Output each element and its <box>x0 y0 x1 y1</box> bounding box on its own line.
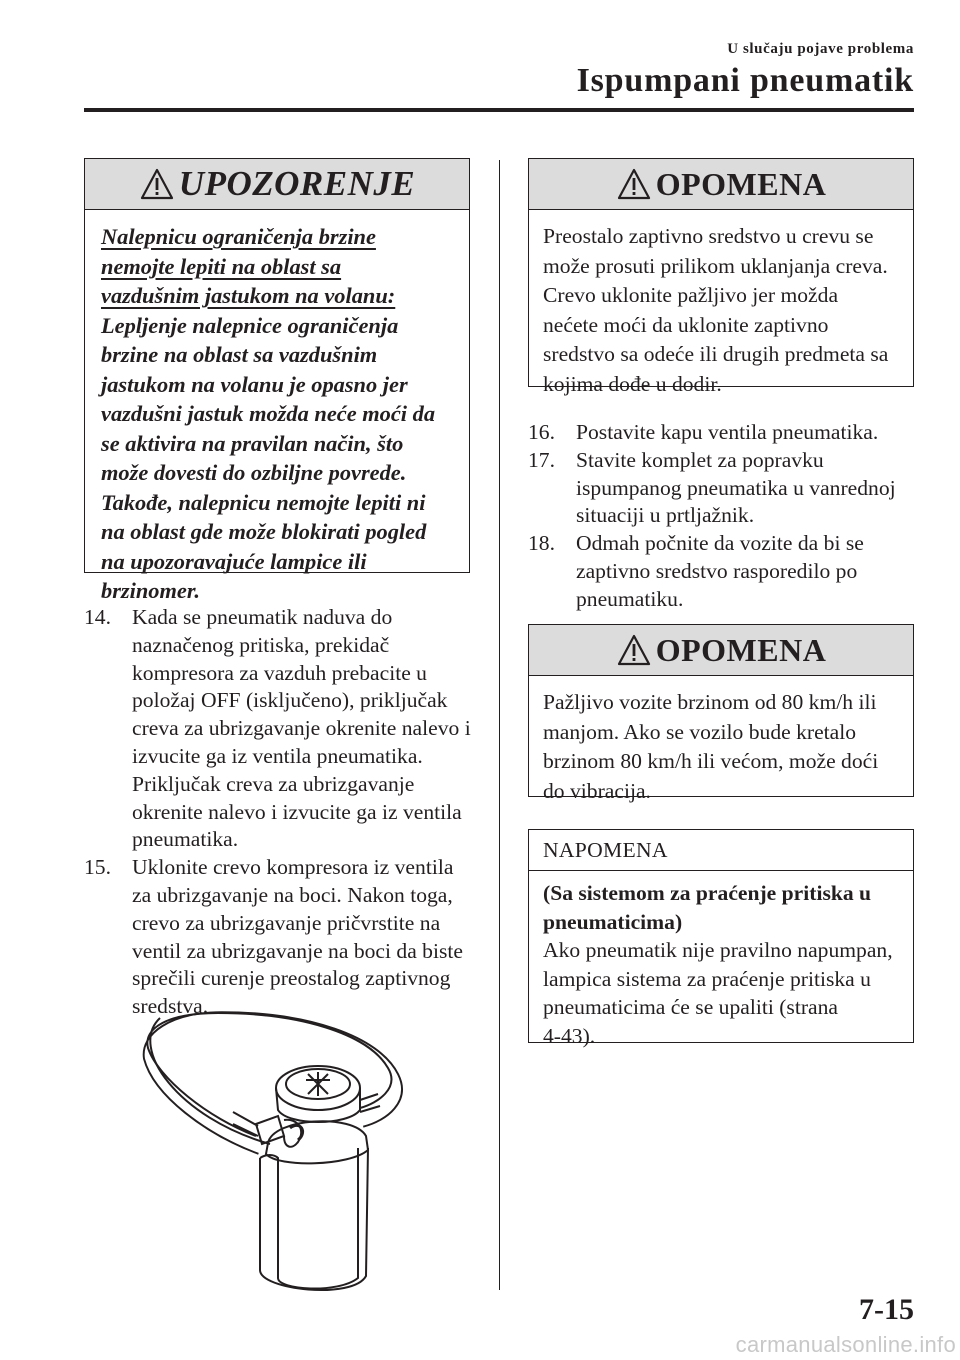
step-line: Postavite kapu ventila pneumatika. <box>576 420 879 444</box>
step-text <box>132 854 484 1021</box>
note-header <box>529 830 913 871</box>
warning-title: UPOZORENJE <box>178 164 416 203</box>
caution-line: Pažljivo vozite brzinom od 80 km/h ili <box>543 690 877 714</box>
step-line: izvucite ga iz ventila pneumatika. <box>132 743 423 768</box>
step-number: 17. <box>528 447 555 472</box>
warning-line: se aktivira na pravilan način, što <box>101 430 404 456</box>
caution-line: brzinom 80 km/h ili većom, može doći <box>543 749 879 773</box>
step-line: ispumpanog pneumatika u vanrednoj <box>576 475 896 500</box>
step-line: okrenite nalevo i izvucite ga iz ventila <box>132 799 462 824</box>
section-label: U slučaju pojave problema <box>727 41 914 57</box>
step-line: sredstva. <box>132 994 209 1019</box>
left-step-list <box>84 604 484 1021</box>
note-box <box>528 829 914 1048</box>
watermark: carmanualsonline.info <box>735 1332 956 1357</box>
step-line: naznačenog pritiska, prekidač <box>132 632 390 657</box>
step-line: ventil za ubrizgavanje na boci da biste <box>132 938 463 963</box>
step-number: 15. <box>84 855 111 880</box>
step-line: situaciji u prtljažnik. <box>576 503 755 528</box>
caution-line: do vibracija. <box>543 778 651 803</box>
caution-header <box>529 625 913 676</box>
note-line: lampica sistema za praćenje pritiska u <box>543 966 871 991</box>
step-text <box>576 419 928 447</box>
right-step-list <box>528 419 928 614</box>
step-line: sprečili curenje preostalog zaptivnog <box>132 966 451 991</box>
step-line: Priključak creva za ubrizgavanje <box>132 771 415 796</box>
step-text <box>132 604 484 854</box>
step-number: 16. <box>528 420 555 444</box>
caution-line: sredstvo sa odeće ili drugih predmeta sa <box>543 342 889 366</box>
warning-line: brzine na oblast sa vazdušnim <box>101 342 378 367</box>
step-line: kompresora za vazduh prebacite u <box>132 660 427 685</box>
step-text <box>576 530 928 613</box>
step-line: položaj OFF (isključeno), priključak <box>132 688 448 713</box>
step-line: Uklonite crevo kompresora iz ventila <box>132 855 454 880</box>
warning-line: na upozoravajuće lampice ili <box>101 548 367 574</box>
step-text <box>576 447 928 530</box>
warning-line: nemojte lepiti na oblast sa <box>101 253 342 279</box>
step-line: Kada se pneumatik naduva do <box>132 605 393 629</box>
column-divider <box>499 160 500 1290</box>
step-item <box>84 854 484 1021</box>
step-item <box>528 530 928 613</box>
caution-line: može prosuti prilikom uklanjanja creva. <box>543 253 888 278</box>
step-line: zaptivno sredstvo rasporedilo po <box>576 558 858 583</box>
step-line: crevo za ubrizgavanje pričvrstite na <box>132 910 441 935</box>
warning-line: vazdušni jastuk možda neće moći da <box>101 401 436 426</box>
page-title: Ispumpani pneumatik <box>576 62 914 99</box>
caution-line: manjom. Ako se vozilo bude kretalo <box>543 719 857 744</box>
note-title: NAPOMENA <box>543 837 668 862</box>
warning-triangle-icon <box>616 167 652 201</box>
warning-line: može dovesti do ozbiljne povrede. <box>101 460 407 485</box>
warning-triangle-icon <box>616 633 652 667</box>
step-line: pneumatika. <box>132 827 239 852</box>
warning-box <box>84 158 470 603</box>
warning-line: vazdušnim jastukom na volanu: <box>101 283 396 308</box>
note-line: pneumaticima će se upaliti (strana <box>543 995 838 1019</box>
caution-title: OPOMENA <box>655 165 827 202</box>
step-line: Odmah počnite da vozite da bi se <box>576 531 864 556</box>
caution-line: Crevo uklonite pažljivo jer možda <box>543 283 839 307</box>
caution-body <box>529 210 913 413</box>
caution-title: OPOMENA <box>655 631 827 668</box>
note-line: Ako pneumatik nije pravilno napumpan, <box>543 938 893 962</box>
warning-line: Takođe, nalepnicu nemojte lepiti ni <box>101 489 426 515</box>
warning-line: brzinomer. <box>101 578 200 603</box>
note-line: 4-43). <box>543 1023 596 1048</box>
warning-line: jastukom na volanu je opasno jer <box>101 371 408 397</box>
caution-line: Preostalo zaptivno sredstvo u crevu se <box>543 224 874 248</box>
caution-box-1 <box>528 158 914 396</box>
caution-line: nećete moći da uklonite zaptivno <box>543 312 829 337</box>
step-item <box>84 604 484 854</box>
caution-header <box>529 159 913 210</box>
page-number: 7-15 <box>859 1293 914 1326</box>
warning-body <box>85 210 469 620</box>
warning-header <box>85 159 469 210</box>
step-line: pneumatiku. <box>576 586 684 611</box>
caution-line: kojima dođe u dodir. <box>543 371 722 396</box>
caution-body <box>529 676 913 820</box>
step-line: creva za ubrizgavanje okrenite nalevo i <box>132 716 471 741</box>
warning-line: Nalepnicu ograničenja brzine <box>101 224 376 249</box>
step-number: 18. <box>528 531 555 556</box>
sealant-bottle-illustration <box>138 1008 468 1298</box>
warning-triangle-icon <box>139 167 175 201</box>
step-item <box>528 419 928 447</box>
caution-box-2 <box>528 624 914 803</box>
warning-line: Lepljenje nalepnice ograničenja <box>101 312 399 338</box>
note-subtitle: (Sa sistemom za praćenje pritiska u <box>543 881 872 905</box>
warning-line: na oblast gde može blokirati pogled <box>101 519 427 544</box>
step-item <box>528 447 928 530</box>
header-rule <box>84 108 914 112</box>
step-line: za ubrizgavanje na boci. Nakon toga, <box>132 882 453 907</box>
step-line: Stavite komplet za popravku <box>576 447 824 472</box>
note-subtitle: pneumaticima) <box>543 909 683 934</box>
note-body <box>529 871 913 1062</box>
step-number: 14. <box>84 605 111 629</box>
